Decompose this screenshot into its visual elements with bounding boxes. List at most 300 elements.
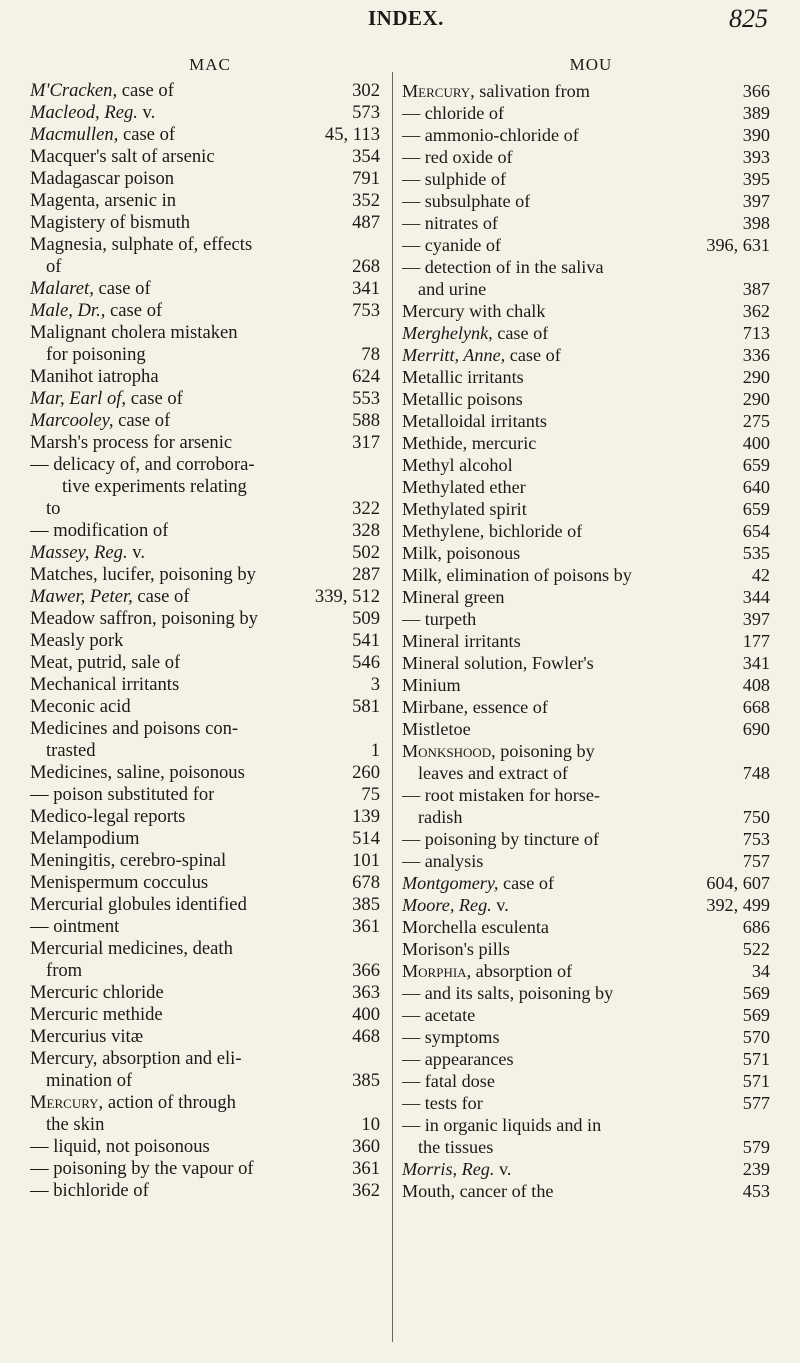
entry-text: — ointment [30,916,120,937]
index-entry [402,432,770,454]
right-column [402,54,770,1202]
index-entry [30,1048,380,1070]
entry-page: 339, 512 [314,586,380,607]
index-entry [30,1026,380,1048]
entry-text: — in organic liquids and in [402,1115,602,1135]
index-entry [30,146,380,168]
entry-page: 352 [352,190,380,211]
entry-page: 1 [370,740,380,761]
index-entry [402,1158,770,1180]
entry-page: 514 [352,828,380,849]
entry-text: — symptoms [402,1027,500,1047]
entry-page: 659 [742,455,770,475]
entry-text: Mineral green [402,587,505,607]
index-entry [402,1114,770,1136]
index-entry [402,718,770,740]
index-entry [402,542,770,564]
entry-text: Malignant cholera mistaken [30,322,238,343]
index-entry [402,1004,770,1026]
entry-text: Menispermum cocculus [30,872,209,893]
entry-text: Metallic poisons [402,389,523,409]
entry-page: 573 [352,102,380,123]
index-entry [30,212,380,234]
index-entry [402,344,770,366]
index-entry [30,982,380,1004]
entry-text: Milk, elimination of poisons by [402,565,632,585]
index-entry [30,652,380,674]
entry-page: 750 [742,807,770,827]
entry-page: 541 [352,630,380,651]
entry-page: 397 [742,191,770,211]
entry-text: — appearances [402,1049,514,1069]
index-entry [402,982,770,1004]
entry-text: Merghelynk, case of [402,323,549,343]
right-entries [402,80,770,1202]
entry-page: 502 [352,542,380,563]
entry-page: 390 [742,125,770,145]
entry-text: Magistery of bismuth [30,212,191,233]
index-entry [30,124,380,146]
entry-page: 570 [742,1027,770,1047]
index-entry [402,608,770,630]
entry-page: 362 [352,1180,380,1201]
entry-text: Mar, Earl of, case of [30,388,183,409]
entry-page: 553 [352,388,380,409]
index-entry [402,850,770,872]
entry-text: — tests for [402,1093,483,1113]
entry-text: Methide, mercuric [402,433,537,453]
entry-text: Meat, putrid, sale of [30,652,181,673]
left-column [30,54,380,1202]
entry-text: Morphia, absorption of [402,961,573,981]
entry-text: the tissues [418,1137,494,1157]
entry-page: 366 [742,81,770,101]
entry-page: 302 [352,80,380,101]
index-entry [402,696,770,718]
index-entry [30,168,380,190]
entry-page: 328 [352,520,380,541]
entry-text: — poisoning by tincture of [402,829,600,849]
index-entry [30,630,380,652]
index-entry [30,190,380,212]
entry-page: 398 [742,213,770,233]
entry-page: 361 [352,916,380,937]
index-entry [402,322,770,344]
entry-text: — cyanide of [402,235,501,255]
entry-page: 239 [742,1159,770,1179]
entry-page: 362 [742,301,770,321]
entry-text: — turpeth [402,609,477,629]
entry-page: 624 [352,366,380,387]
entry-text: Mercuric chloride [30,982,164,1003]
index-entry [30,894,380,916]
entry-text: Magenta, arsenic in [30,190,177,211]
entry-text: Mercurial globules identified [30,894,247,915]
entry-text: Manihot iatropha [30,366,159,387]
entry-page: 397 [742,609,770,629]
entry-text: Methyl alcohol [402,455,513,475]
index-entry [402,586,770,608]
entry-text: — and its salts, poisoning by [402,983,614,1003]
index-entry [30,344,380,366]
entry-page: 400 [742,433,770,453]
entry-text: Matches, lucifer, poisoning by [30,564,256,585]
entry-page: 3 [370,674,380,695]
left-column-heading: MAC [189,55,231,74]
index-entry [402,234,770,256]
entry-text: — poisoning by the vapour of [30,1158,254,1179]
entry-text: — root mistaken for horse- [402,785,600,805]
entry-page: 753 [352,300,380,321]
index-entry [402,388,770,410]
entry-page: 757 [742,851,770,871]
entry-text: — red oxide of [402,147,513,167]
entry-page: 34 [751,961,770,981]
entry-page: 748 [742,763,770,783]
entry-page: 753 [742,829,770,849]
index-entry [30,1114,380,1136]
index-entry [402,498,770,520]
entry-text: mination of [46,1070,133,1091]
entry-text: radish [418,807,463,827]
index-entry [30,960,380,982]
index-entry [30,256,380,278]
entry-page: 387 [742,279,770,299]
entry-page: 322 [352,498,380,519]
entry-page: 569 [742,983,770,1003]
entry-page: 389 [742,103,770,123]
entry-page: 604, 607 [706,873,770,893]
entry-text: leaves and extract of [418,763,568,783]
index-entry [30,234,380,256]
entry-text: Montgomery, case of [402,873,555,893]
entry-page: 571 [742,1049,770,1069]
index-entry [402,476,770,498]
index-entry [30,410,380,432]
entry-text: Male, Dr., case of [30,300,163,321]
entry-page: 354 [352,146,380,167]
entry-page: 177 [742,631,770,651]
index-entry [30,102,380,124]
entry-page: 577 [742,1093,770,1113]
column-divider [392,72,393,1342]
entry-page: 287 [352,564,380,585]
entry-page: 546 [352,652,380,673]
entry-page: 78 [361,344,380,365]
index-entry [30,718,380,740]
index-entry [402,300,770,322]
entry-text: Measly pork [30,630,124,651]
entry-page: 400 [352,1004,380,1025]
index-entry [30,520,380,542]
entry-page: 453 [742,1181,770,1201]
index-entry [30,388,380,410]
entry-text: Methylated ether [402,477,526,497]
index-entry [402,938,770,960]
index-entry [402,1180,770,1202]
entry-text: to [46,498,61,519]
entry-text: Mercurial medicines, death [30,938,233,959]
entry-text: Milk, poisonous [402,543,521,563]
entry-text: — poison substituted for [30,784,215,805]
entry-page: 392, 499 [706,895,770,915]
index-entry [30,1158,380,1180]
index-entry [402,630,770,652]
entry-text: Mirbane, essence of [402,697,548,717]
entry-text: Monkshood, poisoning by [402,741,595,761]
entry-text: Meadow saffron, poisoning by [30,608,258,629]
entry-text: from [46,960,83,981]
entry-page: 640 [742,477,770,497]
entry-text: Madagascar poison [30,168,175,189]
entry-text: Methylated spirit [402,499,527,519]
index-entry [402,916,770,938]
entry-page: 366 [352,960,380,981]
entry-text: — acetate [402,1005,476,1025]
index-entry [30,806,380,828]
entry-text: Medicines and poisons con- [30,718,239,739]
index-entry [402,1070,770,1092]
index-entry [30,608,380,630]
entry-page: 690 [742,719,770,739]
entry-page: 654 [742,521,770,541]
index-entry [30,432,380,454]
entry-text: Mercurius vitæ [30,1026,144,1047]
entry-text: Malaret, case of [30,278,151,299]
index-entry [402,894,770,916]
entry-page: 385 [352,894,380,915]
index-entry [30,740,380,762]
entry-text: Macmullen, case of [30,124,176,145]
entry-page: 408 [742,675,770,695]
index-entry [30,1136,380,1158]
entry-page: 509 [352,608,380,629]
page-header [0,6,800,46]
index-entry [30,454,380,476]
entry-text: Metallic irritants [402,367,524,387]
entry-text: Mercury, action of through [30,1092,236,1113]
entry-text: — fatal dose [402,1071,495,1091]
index-entry [30,1092,380,1114]
index-entry [30,872,380,894]
entry-text: Magnesia, sulphate of, effects [30,234,253,255]
index-entry [402,366,770,388]
index-entry [30,1180,380,1202]
entry-text: Morison's pills [402,939,510,959]
entry-page: 487 [352,212,380,233]
index-entry [402,960,770,982]
index-entry [402,278,770,300]
index-entry [402,1092,770,1114]
entry-page: 290 [742,389,770,409]
index-entry [30,300,380,322]
entry-text: Marsh's process for arsenic [30,432,233,453]
entry-text: Meconic acid [30,696,131,717]
index-entry [402,256,770,278]
entry-text: — sulphide of [402,169,507,189]
entry-text: — delicacy of, and corrobora- [30,454,255,475]
entry-page: 791 [352,168,380,189]
entry-text: Mouth, cancer of the [402,1181,554,1201]
entry-page: 101 [352,850,380,871]
entry-text: Mercury with chalk [402,301,546,321]
entry-text: Morris, Reg. v. [402,1159,512,1179]
index-entry [30,366,380,388]
entry-page: 659 [742,499,770,519]
index-entry [30,1070,380,1092]
index-entry [30,696,380,718]
left-entries [30,80,380,1202]
index-entry [402,762,770,784]
entry-page: 42 [751,565,770,585]
index-entry [402,828,770,850]
index-entry [30,938,380,960]
entry-text: Melampodium [30,828,140,849]
entry-page: 581 [352,696,380,717]
entry-page: 396, 631 [706,235,770,255]
entry-page: 361 [352,1158,380,1179]
entry-page: 579 [742,1137,770,1157]
entry-page: 385 [352,1070,380,1091]
entry-page: 363 [352,982,380,1003]
index-entry [402,1136,770,1158]
entry-text: Macleod, Reg. v. [30,102,156,123]
index-entry [30,542,380,564]
entry-page: 290 [742,367,770,387]
entry-text: — analysis [402,851,484,871]
entry-page: 344 [742,587,770,607]
entry-text: Medico-legal reports [30,806,186,827]
index-entry [402,124,770,146]
entry-text: — chloride of [402,103,505,123]
entry-text: and urine [418,279,487,299]
index-entry [30,586,380,608]
entry-text: Mechanical irritants [30,674,180,695]
entry-page: 678 [352,872,380,893]
index-entry [402,784,770,806]
entry-text: Mineral solution, Fowler's [402,653,594,673]
entry-page: 522 [742,939,770,959]
entry-text: — modification of [30,520,169,541]
entry-page: 713 [742,323,770,343]
entry-text: the skin [46,1114,105,1135]
entry-text: tive experiments relating [62,476,247,497]
entry-page: 360 [352,1136,380,1157]
index-entry [402,146,770,168]
entry-text: Mercury, salivation from [402,81,590,101]
entry-page: 139 [352,806,380,827]
entry-text: Mineral irritants [402,631,521,651]
entry-text: — detection of in the saliva [402,257,604,277]
entry-text: Methylene, bichloride of [402,521,583,541]
index-entry [402,190,770,212]
entry-text: Morchella esculenta [402,917,549,937]
entry-page: 260 [352,762,380,783]
entry-page: 341 [352,278,380,299]
index-entry [402,410,770,432]
index-entry [30,476,380,498]
index-entry [30,916,380,938]
entry-text: Meningitis, cerebro-spinal [30,850,227,871]
entry-text: Mercuric methide [30,1004,163,1025]
page-title: INDEX. [368,6,444,30]
index-entry [402,806,770,828]
entry-page: 317 [352,432,380,453]
index-entry [402,212,770,234]
entry-page: 535 [742,543,770,563]
entry-text: Marcooley, case of [30,410,171,431]
index-entry [30,674,380,696]
entry-page: 393 [742,147,770,167]
index-entry [402,872,770,894]
entry-page: 336 [742,345,770,365]
index-entry [30,828,380,850]
page-number: 825 [729,4,768,33]
entry-text: M'Cracken, case of [30,80,174,101]
entry-text: Moore, Reg. v. [402,895,509,915]
right-column-heading: MOU [569,55,613,74]
entry-text: Merritt, Anne, case of [402,345,561,365]
entry-text: Mawer, Peter, case of [30,586,190,607]
index-entry [30,1004,380,1026]
entry-page: 588 [352,410,380,431]
index-entry [402,1026,770,1048]
index-entry [402,520,770,542]
index-entry [402,80,770,102]
index-entry [30,564,380,586]
index-entry [30,80,380,102]
index-entry [402,168,770,190]
entry-text: Macquer's salt of arsenic [30,146,215,167]
index-entry [30,784,380,806]
index-entry [402,740,770,762]
entry-text: — subsulphate of [402,191,531,211]
entry-page: 75 [361,784,380,805]
entry-text: Mistletoe [402,719,471,739]
entry-text: Massey, Reg. v. [30,542,145,563]
entry-page: 569 [742,1005,770,1025]
entry-page: 571 [742,1071,770,1091]
index-entry [402,652,770,674]
entry-page: 275 [742,411,770,431]
entry-page: 668 [742,697,770,717]
index-entry [402,454,770,476]
entry-text: of [46,256,62,277]
index-entry [30,498,380,520]
entry-text: for poisoning [46,344,146,365]
entry-page: 395 [742,169,770,189]
index-entry [402,564,770,586]
entry-text: Minium [402,675,461,695]
entry-page: 686 [742,917,770,937]
index-entry [402,1048,770,1070]
index-entry [402,102,770,124]
entry-text: — liquid, not poisonous [30,1136,210,1157]
entry-text: — bichloride of [30,1180,149,1201]
index-entry [30,278,380,300]
entry-page: 341 [742,653,770,673]
entry-text: — nitrates of [402,213,498,233]
index-entry [30,322,380,344]
entry-text: Mercury, absorption and eli- [30,1048,242,1069]
entry-page: 468 [352,1026,380,1047]
entry-page: 268 [352,256,380,277]
entry-text: — ammonio-chloride of [402,125,579,145]
index-entry [30,762,380,784]
index-entry [402,674,770,696]
index-entry [30,850,380,872]
entry-text: Metalloidal irritants [402,411,547,431]
